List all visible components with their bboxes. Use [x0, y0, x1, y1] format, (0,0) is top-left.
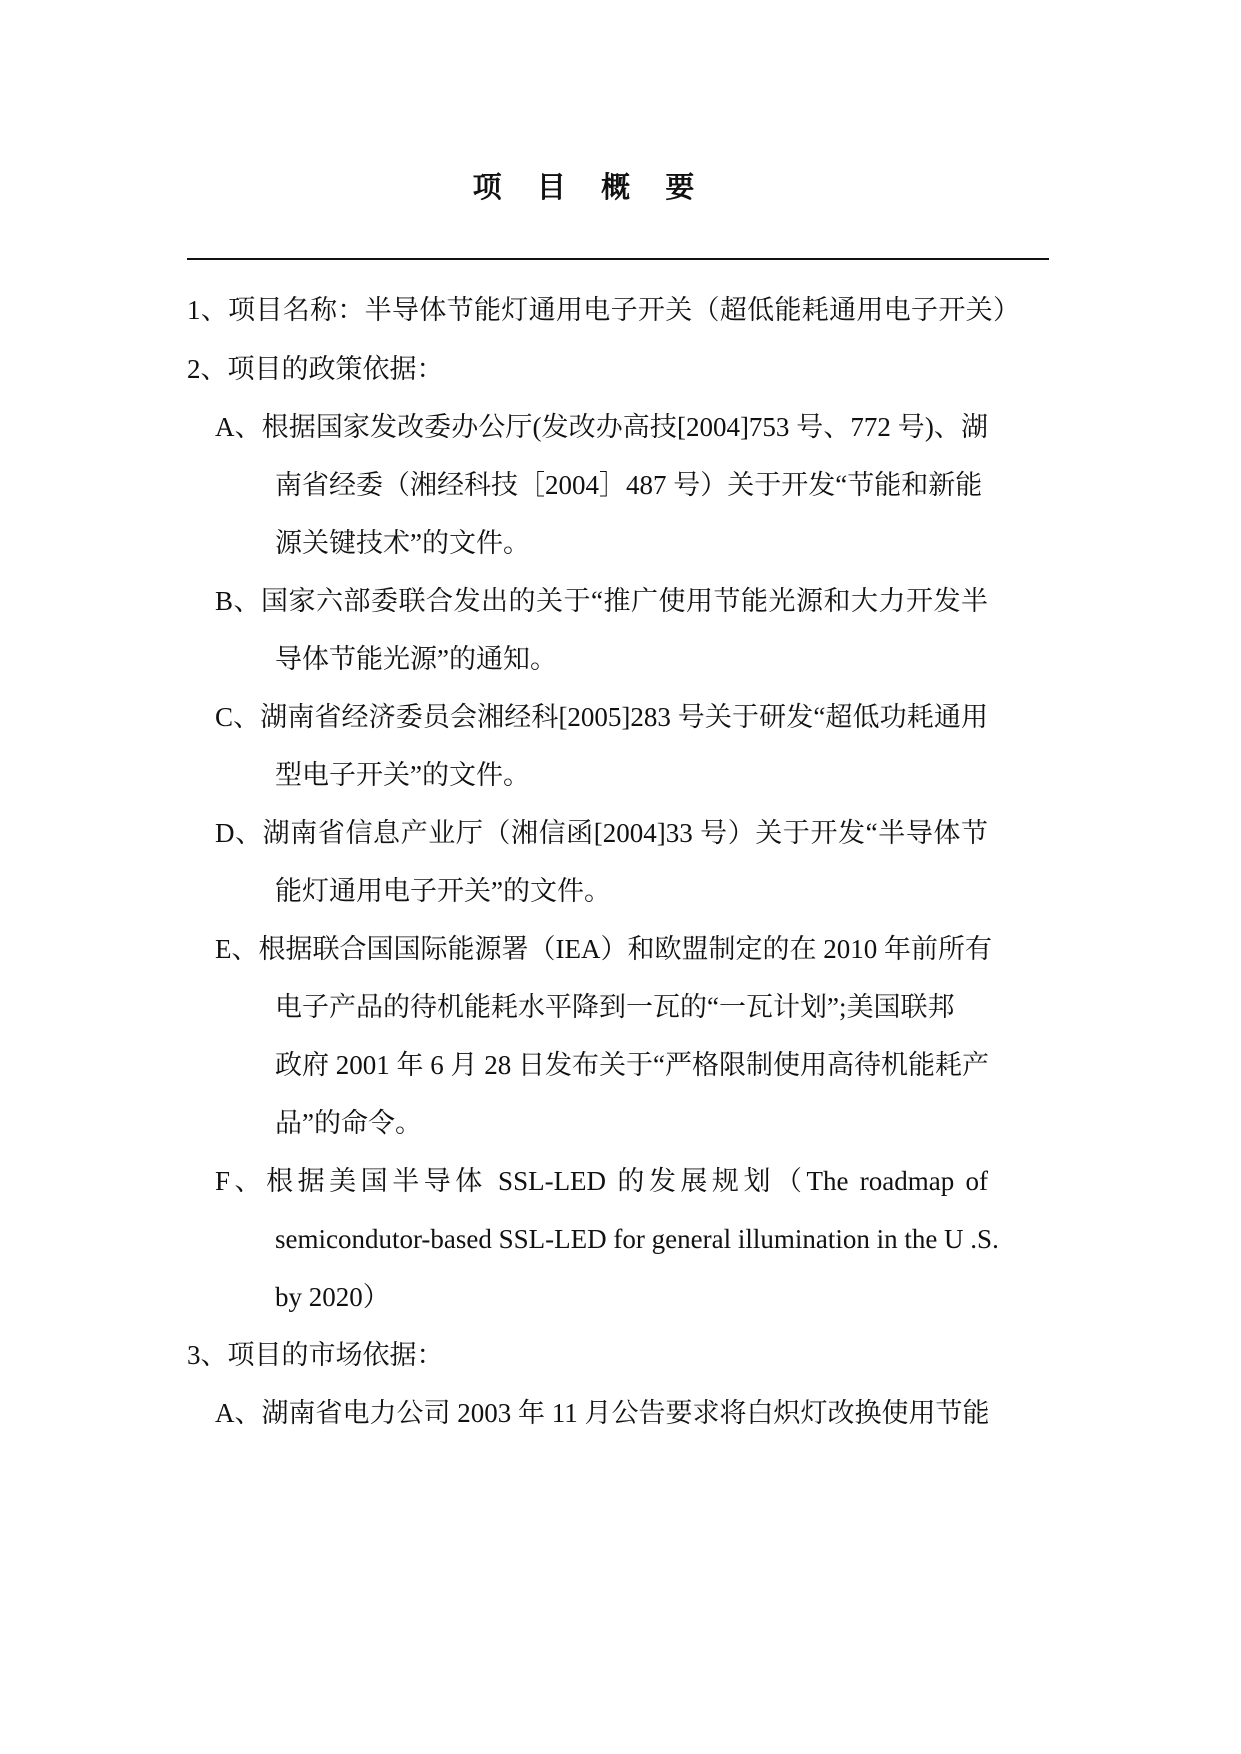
- policy-c-line-1: C、湖南省经济委员会湘经科[2005]283 号关于研发“超低功耗通用: [215, 702, 988, 732]
- policy-f-line-1: F、根据美国半导体 SSL-LED 的发展规划（The roadmap of: [215, 1166, 988, 1196]
- policy-e-line-4: 品”的命令。: [275, 1108, 422, 1138]
- document-title: 项 目 概 要: [472, 172, 709, 204]
- policy-b-line-1: B、国家六部委联合发出的关于“推广使用节能光源和大力开发半: [215, 586, 988, 616]
- policy-d-line-2: 能灯通用电子开关”的文件。: [275, 876, 611, 906]
- market-a-line-1: A、湖南省电力公司 2003 年 11 月公告要求将白炽灯改换使用节能: [215, 1398, 990, 1428]
- policy-f-line-2: semicondutor-based SSL-LED for general illumination in the U .S.: [275, 1224, 999, 1254]
- policy-e-line-1: E、根据联合国国际能源署（IEA）和欧盟制定的在 2010 年前所有: [215, 934, 992, 964]
- policy-e-line-2: 电子产品的待机能耗水平降到一瓦的“一瓦计划”;美国联邦: [275, 992, 955, 1022]
- item-2-policy-heading: 2、项目的政策依据：: [187, 354, 444, 384]
- policy-c-line-2: 型电子开关”的文件。: [275, 760, 530, 790]
- item-3-market-heading: 3、项目的市场依据：: [187, 1340, 444, 1370]
- policy-d-line-1: D、湖南省信息产业厅（湘信函[2004]33 号）关于开发“半导体节: [215, 818, 988, 848]
- item-1-project-name: 1、项目名称：半导体节能灯通用电子开关（超低能耗通用电子开关）: [187, 295, 1020, 325]
- title-divider: [187, 258, 1049, 260]
- policy-a-line-3: 源关键技术”的文件。: [275, 528, 530, 558]
- policy-b-line-2: 导体节能光源”的通知。: [275, 644, 557, 674]
- policy-a-line-1: A、根据国家发改委办公厅(发改办高技[2004]753 号、772 号)、湖: [215, 412, 988, 442]
- policy-e-line-3: 政府 2001 年 6 月 28 日发布关于“严格限制使用高待机能耗产: [275, 1050, 989, 1080]
- policy-f-line-3: by 2020）: [275, 1282, 390, 1312]
- policy-a-line-2: 南省经委（湘经科技［2004］487 号）关于开发“节能和新能: [275, 470, 983, 500]
